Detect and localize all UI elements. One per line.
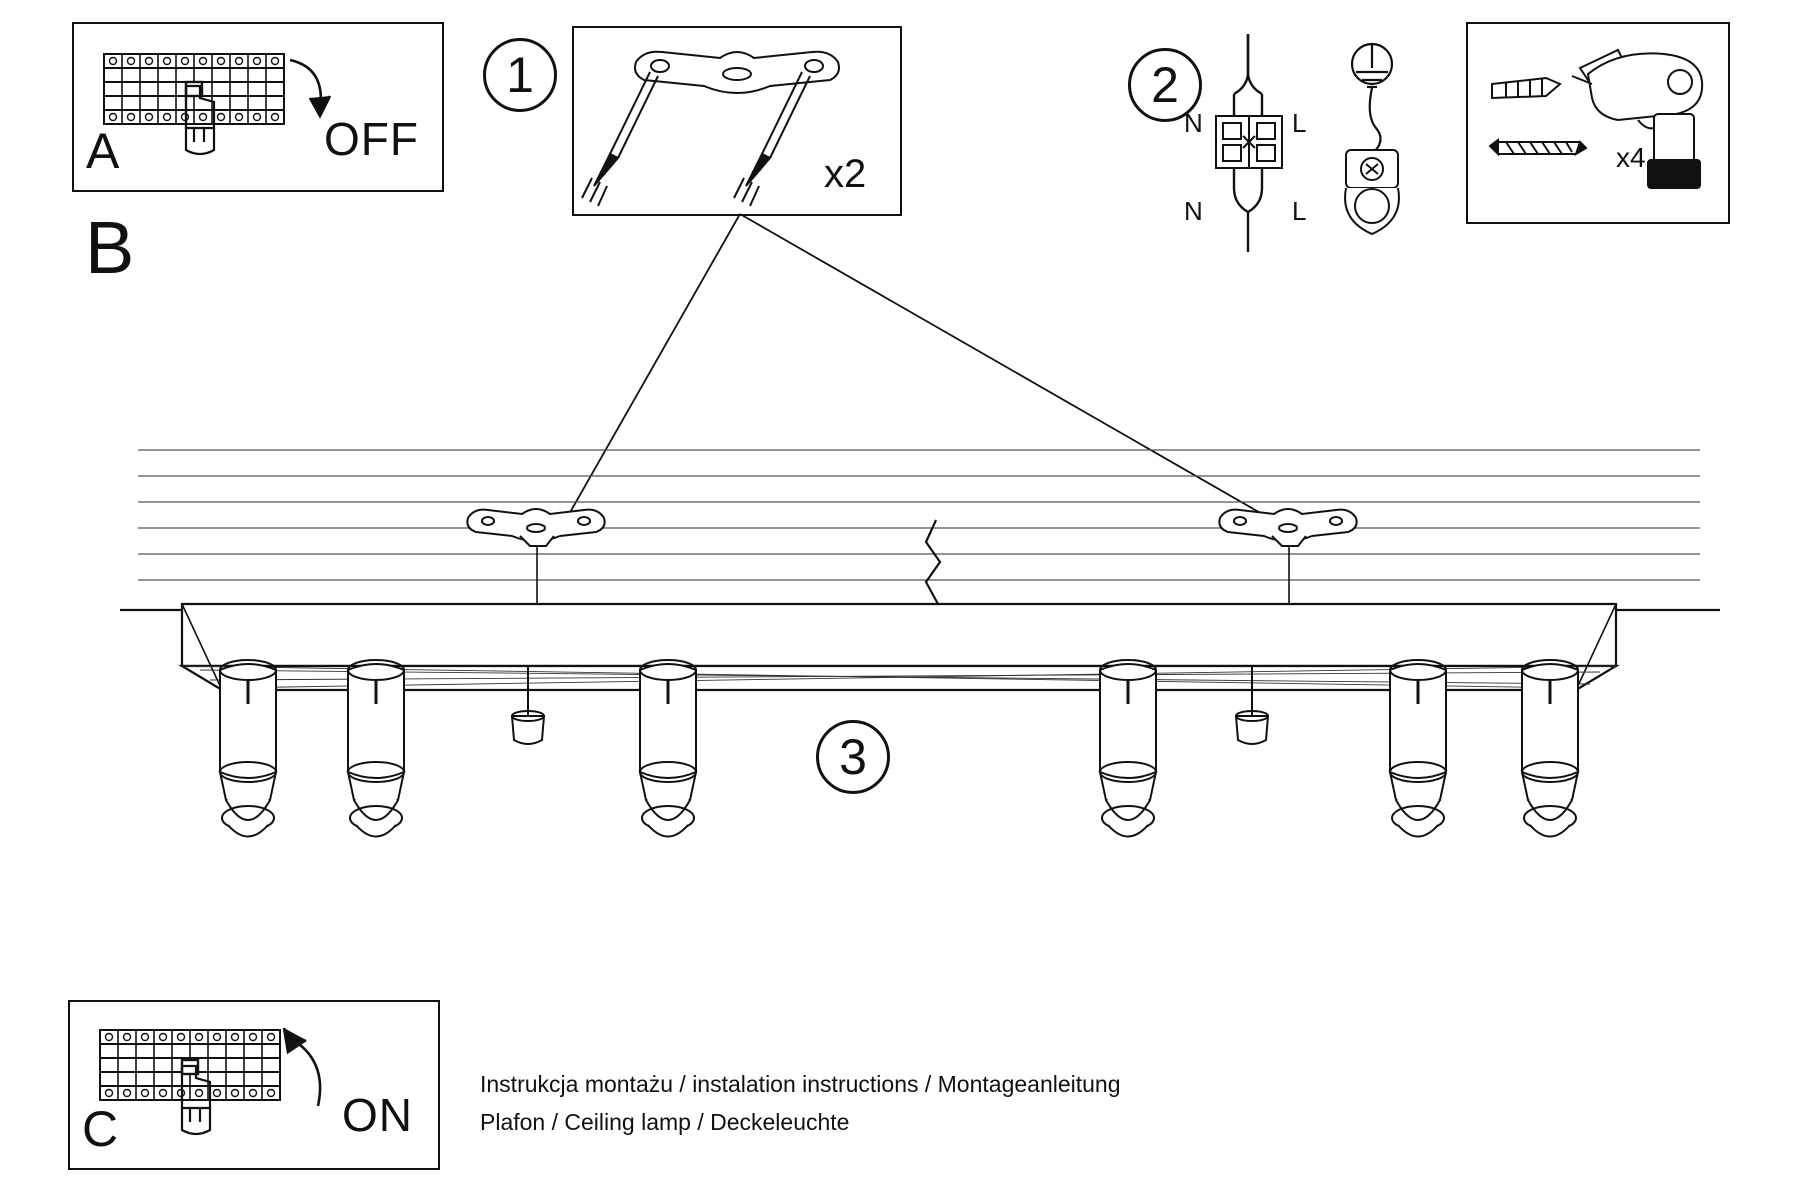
panel-c <box>68 1000 440 1170</box>
panel-c-on-label: ON <box>342 1089 413 1141</box>
panel-c-graphics <box>70 1002 438 1168</box>
panel-a <box>72 22 444 192</box>
terminal-label-l-bottom: L <box>1292 196 1307 226</box>
panel-a-letter: A <box>86 123 120 179</box>
caption-line-2: Plafon / Ceiling lamp / Deckeleuchte <box>480 1109 850 1135</box>
panel-a-off-label: OFF <box>324 113 419 165</box>
panel-b-letter: B <box>85 206 135 289</box>
step-1-quantity: x2 <box>824 152 867 196</box>
step-1-number: 1 <box>483 38 557 112</box>
ceiling-lamp-assembly-icon <box>60 180 1760 1000</box>
step-2-number: 2 <box>1128 48 1202 122</box>
tools-quantity: x4 <box>1616 142 1646 173</box>
terminal-label-n-top: N <box>1184 108 1203 138</box>
terminal-label-n-bottom: N <box>1184 196 1203 226</box>
caption-line-1: Instrukcja montażu / instalation instructions / Montageanleitung <box>480 1071 1121 1097</box>
panel-c-letter: C <box>82 1101 119 1157</box>
step-3-number: 3 <box>816 720 890 794</box>
terminal-label-l-top: L <box>1292 108 1307 138</box>
